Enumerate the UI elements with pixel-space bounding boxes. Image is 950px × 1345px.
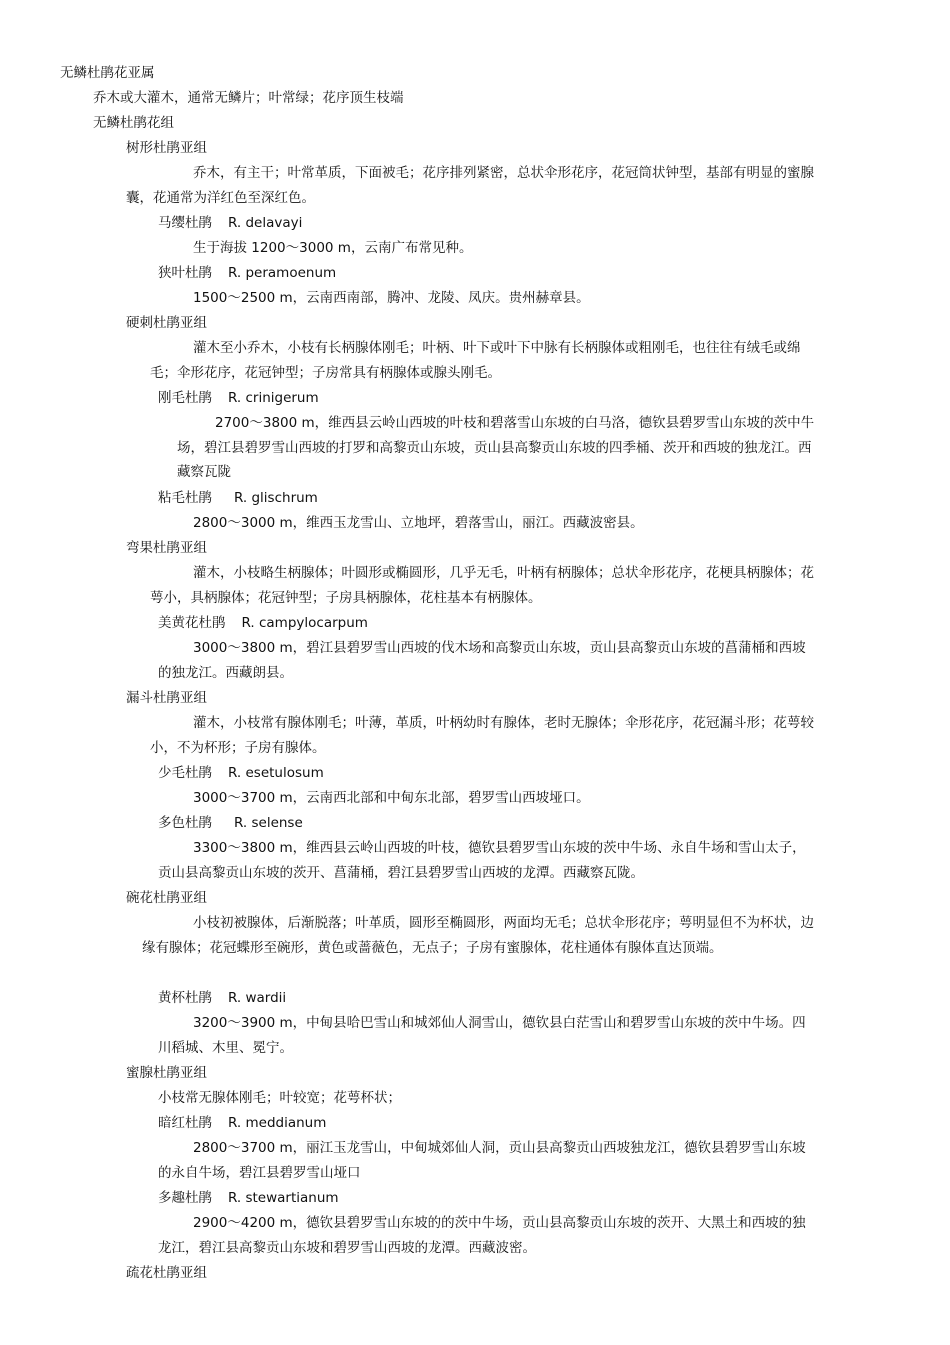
species-distribution: 3200～3900 m，中甸县哈巴雪山和城郊仙人洞雪山，德钦县白茫雪山和碧罗雪山东坡的茨中牛场。四川稻城、木里、冕宁。 xyxy=(158,1015,806,1056)
subsection-title: 弯果杜鹃亚组 xyxy=(126,540,207,556)
subsection-description: 乔木，有主干；叶常革质，下面被毛；花序排列紧密，总状伞形花序，花冠筒状钟型，基部有明显的蜜腺囊，花通常为洋红色至深红色。 xyxy=(126,165,814,206)
species-distribution: 2700～3800 m，维西县云岭山西坡的叶枝和碧落雪山东坡的白马洛，德钦县碧罗雪山东坡的茨中牛场，碧江县碧罗雪山西坡的打罗和高黎贡山东坡，贡山县高黎贡山东坡的四季桶、茨开和西坡的独龙江。西藏察瓦陇 xyxy=(177,415,815,480)
species-name xyxy=(158,764,324,782)
species-name xyxy=(158,214,302,232)
species-chinese-name: 多色杜鹃 xyxy=(158,815,212,831)
species-name xyxy=(158,489,318,507)
species-distribution: 2900～4200 m，德钦县碧罗雪山东坡的的茨中牛场，贡山县高黎贡山东坡的茨开、大黑土和西坡的独龙江，碧江县高黎贡山东坡和碧罗雪山西坡的龙潭。西藏波密。 xyxy=(158,1215,806,1256)
subsection-title: 碗花杜鹃亚组 xyxy=(126,890,207,906)
species-name xyxy=(158,1189,339,1207)
species-name xyxy=(158,614,368,632)
section-title: 无鳞杜鹃花组 xyxy=(93,115,174,131)
species-distribution: 生于海拔 1200～3000 m，云南广布常见种。 xyxy=(193,240,473,256)
species-name xyxy=(158,264,336,282)
species-distribution: 3000～3700 m，云南西北部和中甸东北部，碧罗雪山西坡垭口。 xyxy=(193,790,590,806)
species-chinese-name: 粘毛杜鹃 xyxy=(158,490,212,506)
subsection-description: 灌木至小乔木，小枝有长柄腺体刚毛；叶柄、叶下或叶下中脉有长柄腺体或粗刚毛，也往往有绒毛或绵毛；伞形花序，花冠钟型；子房常具有柄腺体或腺头刚毛。 xyxy=(150,340,801,381)
subsection-title: 蜜腺杜鹃亚组 xyxy=(126,1065,207,1081)
species-distribution: 3300～3800 m，维西县云岭山西坡的叶枝，德钦县碧罗雪山东坡的茨中牛场、永自牛场和雪山太子，贡山县高黎贡山东坡的茨开、菖蒲桶，碧江县碧罗雪山西坡的龙潭。西藏察瓦陇。 xyxy=(158,840,806,881)
species-chinese-name: 暗红杜鹃 xyxy=(158,1115,212,1131)
species-distribution: 3000～3800 m，碧江县碧罗雪山西坡的伐木场和高黎贡山东坡，贡山县高黎贡山东坡的菖蒲桶和西坡的独龙江。西藏朗县。 xyxy=(158,640,806,681)
species-latin-name: R. stewartianum xyxy=(228,1190,339,1206)
subsection-title: 树形杜鹃亚组 xyxy=(126,140,207,156)
subsection-title: 漏斗杜鹃亚组 xyxy=(126,690,207,706)
subsection-description: 灌木，小枝常有腺体刚毛；叶薄，革质，叶柄幼时有腺体，老时无腺体；伞形花序，花冠漏斗形；花萼较小，不为杯形；子房有腺体。 xyxy=(150,715,814,756)
species-latin-name: R. esetulosum xyxy=(228,765,324,781)
species-name xyxy=(158,1114,326,1132)
subsection-description: 小枝初被腺体，后渐脱落；叶革质，圆形至椭圆形，两面均无毛；总状伞形花序；萼明显但不为杯状，边缘有腺体；花冠蝶形至碗形，黄色或蔷薇色，无点子；子房有蜜腺体，花柱通体有腺体直达顶端。 xyxy=(142,915,814,956)
species-latin-name: R. meddianum xyxy=(228,1115,327,1131)
species-latin-name: R. campylocarpum xyxy=(241,615,368,631)
species-name xyxy=(158,814,303,832)
species-chinese-name: 刚毛杜鹃 xyxy=(158,390,212,406)
species-chinese-name: 美黄花杜鹃 xyxy=(158,615,226,631)
species-chinese-name: 狭叶杜鹃 xyxy=(158,265,212,281)
subgenus-description: 乔木或大灌木，通常无鳞片；叶常绿；花序顶生枝端 xyxy=(93,90,404,106)
species-latin-name: R. selense xyxy=(234,815,303,831)
species-name xyxy=(158,389,319,407)
species-chinese-name: 黄杯杜鹃 xyxy=(158,990,212,1006)
subsection-description: 小枝常无腺体刚毛；叶较宽；花萼杯状； xyxy=(158,1090,401,1106)
species-chinese-name: 马缨杜鹃 xyxy=(158,215,212,231)
species-distribution: 2800～3000 m，维西玉龙雪山、立地坪，碧落雪山，丽江。西藏波密县。 xyxy=(193,515,644,531)
species-chinese-name: 多趣杜鹃 xyxy=(158,1190,212,1206)
species-name xyxy=(158,989,286,1007)
subgenus-title: 无鳞杜鹃花亚属 xyxy=(60,65,155,81)
species-latin-name: R. glischrum xyxy=(234,490,318,506)
species-latin-name: R. crinigerum xyxy=(228,390,319,406)
subsection-description: 灌木，小枝略生柄腺体；叶圆形或椭圆形，几乎无毛，叶柄有柄腺体；总状伞形花序，花梗具柄腺体；花萼小，具柄腺体；花冠钟型；子房具柄腺体，花柱基本有柄腺体。 xyxy=(150,565,814,606)
species-distribution: 2800～3700 m，丽江玉龙雪山，中甸城郊仙人洞，贡山县高黎贡山西坡独龙江，德钦县碧罗雪山东坡的永自牛场，碧江县碧罗雪山垭口 xyxy=(158,1140,806,1181)
species-latin-name: R. peramoenum xyxy=(228,265,337,281)
subsection-title: 硬刺杜鹃亚组 xyxy=(126,315,207,331)
subsection-title: 疏花杜鹃亚组 xyxy=(126,1265,207,1281)
species-latin-name: R. delavayi xyxy=(228,215,303,231)
species-chinese-name: 少毛杜鹃 xyxy=(158,765,212,781)
species-latin-name: R. wardii xyxy=(228,990,287,1006)
species-distribution: 1500～2500 m，云南西南部，腾冲、龙陵、凤庆。贵州赫章县。 xyxy=(193,290,590,306)
